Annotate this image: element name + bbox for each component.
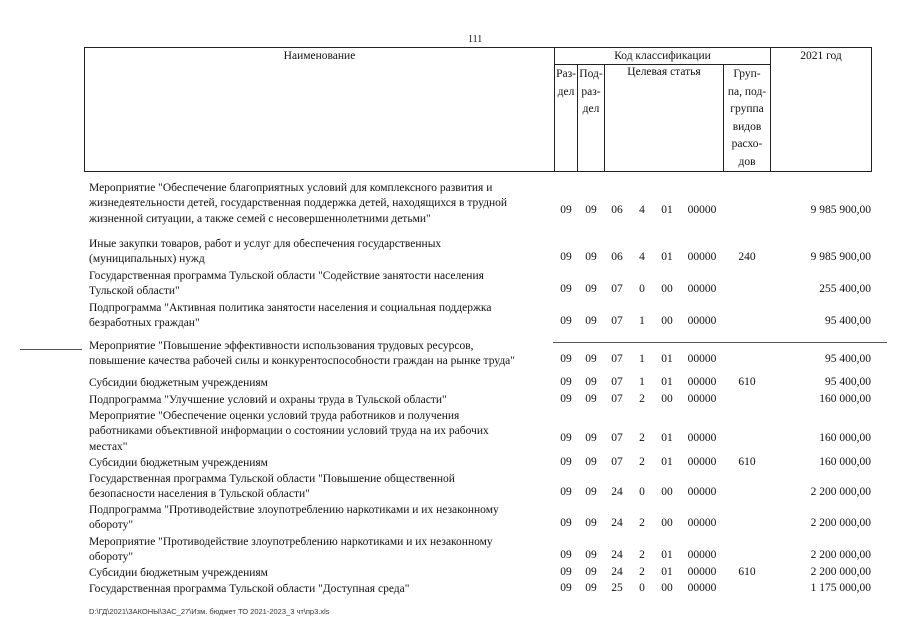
row-name [89,566,544,581]
row-code-c3: 01 [661,456,673,468]
row-code-c3: 00 [661,517,673,530]
row-name-line: Субсидии бюджетным учреждениям [89,377,268,389]
row-sum: 95 400,00 [825,315,871,328]
row-code-grp: 610 [738,566,756,578]
row-name [89,456,544,471]
header-group: Груп- па, под- группа видов расхо- дов [727,68,767,168]
row-code-r: 09 [560,283,572,296]
row-sum: 2 200 000,00 [810,486,871,499]
row-code-c3: 00 [661,486,673,499]
row-code-c1: 07 [611,456,623,468]
row-code-r: 09 [560,203,572,216]
scan-mark [20,349,82,350]
row-name-line: Мероприятие "Повышение эффективности использования трудовых ресурсов, [89,340,474,352]
header-target: Целевая статья [627,66,701,78]
row-sum: 255 400,00 [819,283,871,296]
row-name-line: жизнедеятельности детей, государственная поддержка детей, находящихся в трудной [89,197,508,210]
row-name-line: (муниципальных) нужд [89,253,205,266]
row-code-c2: 1 [639,315,645,328]
row-name [89,339,544,370]
row-name-line: повышение качества рабочей силы и конкурентоспособности граждан на рынке труда" [89,355,515,368]
row-name-line: Подпрограмма "Активная политика занятости населения и социальная поддержка [89,302,492,314]
row-code-c1: 07 [611,315,623,328]
row-code-c4: 00000 [687,431,717,444]
row-code-c4: 00000 [687,353,717,366]
row-sum: 9 985 900,00 [810,203,871,216]
row-code-c2: 2 [639,517,645,530]
row-code-c2: 4 [639,203,645,216]
row-name-line: Подпрограмма "Противодействие злоупотреблению наркотиками и их незаконному [89,504,499,516]
row-name-line: Государственная программа Тульской области "Повышение общественной [89,473,455,485]
row-code-c3: 00 [661,283,673,296]
row-code-c2: 2 [639,456,645,468]
row-code-c3: 01 [661,203,673,216]
row-code-grp: 240 [738,251,756,264]
header-subsection: Под- раз- дел [579,68,603,115]
row-sum: 95 400,00 [825,353,871,366]
row-code-c2: 4 [639,251,645,264]
row-code-c4: 00000 [687,315,717,328]
row-code-c2: 2 [639,549,645,562]
row-name-line: местах" [89,440,128,453]
row-code-pr: 09 [585,456,597,468]
row-code-c4: 00000 [687,203,717,216]
row-code-c3: 01 [661,549,673,562]
row-name-line: Иные закупки товаров, работ и услуг для обеспечения государственных [89,238,442,250]
row-code-pr: 09 [585,376,597,388]
row-name-line: Подпрограмма "Улучшение условий и охраны труда в Тульской области" [89,394,447,406]
row-code-r: 09 [560,549,572,562]
row-name [89,409,544,455]
row-code-r: 09 [560,456,572,468]
file-path-footer: D:\ГД\2021\ЗАКОНЫ\ЗАС_27\Изм. бюджет ТО 2021-2023_3 чт\пр3.xls [89,607,330,616]
row-code-grp: 610 [738,376,756,388]
row-code-c3: 01 [661,431,673,444]
row-code-c2: 2 [639,431,645,444]
row-code-r: 09 [560,376,572,388]
row-code-r: 09 [560,251,572,264]
row-sum: 160 000,00 [819,431,871,444]
header-code: Код классификации [614,50,711,62]
row-name [89,237,544,268]
row-code-c1: 24 [611,549,623,562]
row-name-line: Тульской области" [89,285,180,298]
row-sum: 160 000,00 [819,456,871,468]
row-code-c1: 06 [611,251,623,264]
row-code-c4: 00000 [687,486,717,499]
row-code-r: 09 [560,566,572,578]
row-code-c3: 00 [661,315,673,328]
row-name-line: Мероприятие "Обеспечение благоприятных условий для комплексного развития и [89,182,493,194]
row-name-line: обороту" [89,551,134,564]
row-code-pr: 09 [585,549,597,562]
row-code-pr: 09 [585,582,597,594]
row-code-c3: 00 [661,393,673,405]
row-sum: 1 175 000,00 [810,582,871,594]
row-name-line: безопасности населения в Тульской области" [89,488,310,501]
row-sum: 2 200 000,00 [810,566,871,578]
row-code-pr: 09 [585,203,597,216]
row-name-line: Субсидии бюджетным учреждениям [89,567,268,579]
row-name [89,503,544,534]
row-code-c2: 1 [639,376,645,388]
row-sum: 9 985 900,00 [810,251,871,264]
row-name [89,376,544,391]
row-code-r: 09 [560,486,572,499]
header-year: 2021 год [800,50,842,62]
row-code-c2: 1 [639,353,645,366]
row-code-c3: 00 [661,582,673,594]
row-code-pr: 09 [585,283,597,296]
row-code-c4: 00000 [687,549,717,562]
row-code-c3: 01 [661,251,673,264]
row-name-line: Государственная программа Тульской области "Доступная среда" [89,583,410,595]
row-code-pr: 09 [585,486,597,499]
row-code-c4: 00000 [687,582,717,594]
row-code-pr: 09 [585,315,597,328]
scan-mark [553,342,887,343]
row-name [89,535,544,566]
row-code-r: 09 [560,431,572,444]
row-code-r: 09 [560,582,572,594]
page-number: 111 [468,34,483,45]
row-name-line: Мероприятие "Противодействие злоупотреблению наркотиками и их незаконному [89,536,493,548]
row-code-c2: 0 [639,283,645,296]
row-code-r: 09 [560,315,572,328]
row-code-c1: 24 [611,517,623,530]
row-code-grp: 610 [738,456,756,468]
row-code-c2: 0 [639,486,645,499]
row-code-c1: 24 [611,566,623,578]
row-code-c1: 07 [611,393,623,405]
row-code-c1: 07 [611,353,623,366]
row-code-c3: 01 [661,353,673,366]
row-code-c2: 0 [639,582,645,594]
header-section: Раз- дел [556,68,576,98]
row-name-line: Государственная программа Тульской области "Содействие занятости населения [89,270,484,282]
row-code-c2: 2 [639,566,645,578]
row-name [89,472,544,503]
row-name [89,582,544,597]
row-code-c1: 06 [611,203,623,216]
row-name-line: Мероприятие "Обеспечение оценки условий труда работников и получения [89,410,460,422]
row-sum: 2 200 000,00 [810,549,871,562]
row-code-c4: 00000 [687,393,717,405]
row-code-c1: 07 [611,431,623,444]
row-code-pr: 09 [585,393,597,405]
row-code-c1: 25 [611,582,623,594]
row-code-pr: 09 [585,517,597,530]
row-name [89,269,544,300]
row-code-c4: 00000 [687,456,717,468]
row-code-c1: 07 [611,283,623,296]
row-name [89,181,544,227]
row-code-c2: 2 [639,393,645,405]
row-code-c4: 00000 [687,283,717,296]
header-name: Наименование [283,50,356,62]
row-code-pr: 09 [585,251,597,264]
row-code-pr: 09 [585,566,597,578]
row-name-line: работниками объективной информации о состоянии условий труда на их рабочих [89,425,489,438]
row-name [89,393,544,408]
row-code-pr: 09 [585,353,597,366]
row-code-c1: 24 [611,486,623,499]
row-code-c4: 00000 [687,376,717,388]
row-code-r: 09 [560,353,572,366]
row-code-c4: 00000 [687,251,717,264]
row-code-c3: 01 [661,566,673,578]
row-name-line: безработных граждан" [89,317,200,330]
row-sum: 2 200 000,00 [810,517,871,530]
row-code-c4: 00000 [687,517,717,530]
row-name-line: жизненной ситуации, а также семей с несовершеннолетними детьми" [89,212,431,225]
row-name [89,301,544,332]
row-code-pr: 09 [585,431,597,444]
row-sum: 95 400,00 [825,376,871,388]
row-code-r: 09 [560,517,572,530]
row-name-line: обороту" [89,519,134,532]
row-name-line: Субсидии бюджетным учреждениям [89,457,268,469]
row-code-c4: 00000 [687,566,717,578]
row-code-c1: 07 [611,376,623,388]
row-sum: 160 000,00 [819,393,871,405]
row-code-r: 09 [560,393,572,405]
row-code-c3: 01 [661,376,673,388]
